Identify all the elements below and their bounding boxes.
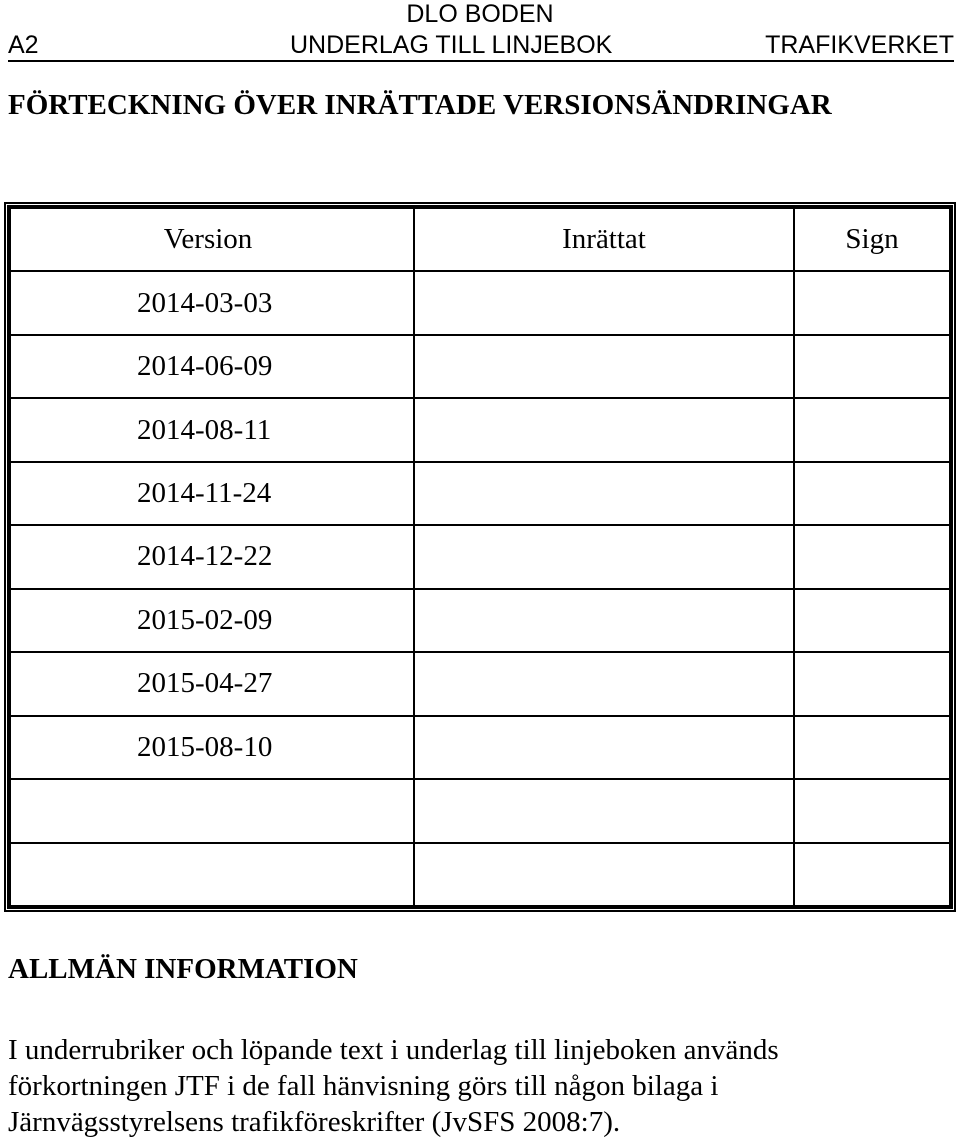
info-line: Järnvägsstyrelsens trafikföreskrifter (JvSFS 2008:7). [8, 1106, 621, 1138]
header-organization: TRAFIKVERKET [765, 31, 954, 59]
table-row [10, 716, 950, 779]
version-cell: 2015-08-10 [10, 716, 414, 779]
inrattat-cell [414, 335, 794, 398]
table-row [10, 398, 950, 461]
sign-cell [794, 716, 950, 779]
table-row [10, 335, 950, 398]
column-header-sign: Sign [794, 208, 950, 271]
table-row [10, 843, 950, 906]
header-unit: DLO BODEN [406, 0, 554, 28]
sign-cell [794, 779, 950, 842]
sign-cell [794, 271, 950, 334]
version-cell: 2014-03-03 [10, 271, 414, 334]
info-paragraph [8, 1032, 958, 1140]
sign-cell [794, 652, 950, 715]
column-header-version: Version [10, 208, 414, 271]
version-cell: 2014-11-24 [10, 462, 414, 525]
page-title: FÖRTECKNING ÖVER INRÄTTADE VERSIONSÄNDRINGAR [8, 89, 832, 121]
inrattat-cell [414, 398, 794, 461]
inrattat-cell [414, 525, 794, 588]
sign-cell [794, 462, 950, 525]
sign-cell [794, 843, 950, 906]
table-row [10, 525, 950, 588]
table-row [10, 271, 950, 334]
inrattat-cell [414, 716, 794, 779]
info-line: förkortningen JTF i de fall hänvisning görs till någon bilaga i [8, 1070, 719, 1102]
version-cell: 2014-12-22 [10, 525, 414, 588]
sign-cell [794, 398, 950, 461]
version-cell: 2014-06-09 [10, 335, 414, 398]
table-row [10, 589, 950, 652]
inrattat-cell [414, 589, 794, 652]
sign-cell [794, 335, 950, 398]
version-table [4, 202, 956, 912]
info-line: I underrubriker och löpande text i underlag till linjeboken används [8, 1034, 779, 1066]
table-header-row [10, 208, 950, 271]
inrattat-cell [414, 652, 794, 715]
table-row [10, 652, 950, 715]
header-document-name: UNDERLAG TILL LINJEBOK [290, 31, 613, 59]
table-row [10, 779, 950, 842]
section-title: ALLMÄN INFORMATION [8, 953, 358, 985]
version-cell: 2015-04-27 [10, 652, 414, 715]
inrattat-cell [414, 271, 794, 334]
sign-cell [794, 525, 950, 588]
inrattat-cell [414, 462, 794, 525]
table-row [10, 462, 950, 525]
version-cell [10, 779, 414, 842]
sign-cell [794, 589, 950, 652]
column-header-inrattat: Inrättat [414, 208, 794, 271]
version-cell [10, 843, 414, 906]
inrattat-cell [414, 779, 794, 842]
header-section-code: A2 [8, 31, 39, 59]
version-cell: 2015-02-09 [10, 589, 414, 652]
inrattat-cell [414, 843, 794, 906]
version-cell: 2014-08-11 [10, 398, 414, 461]
page-header [8, 30, 954, 62]
